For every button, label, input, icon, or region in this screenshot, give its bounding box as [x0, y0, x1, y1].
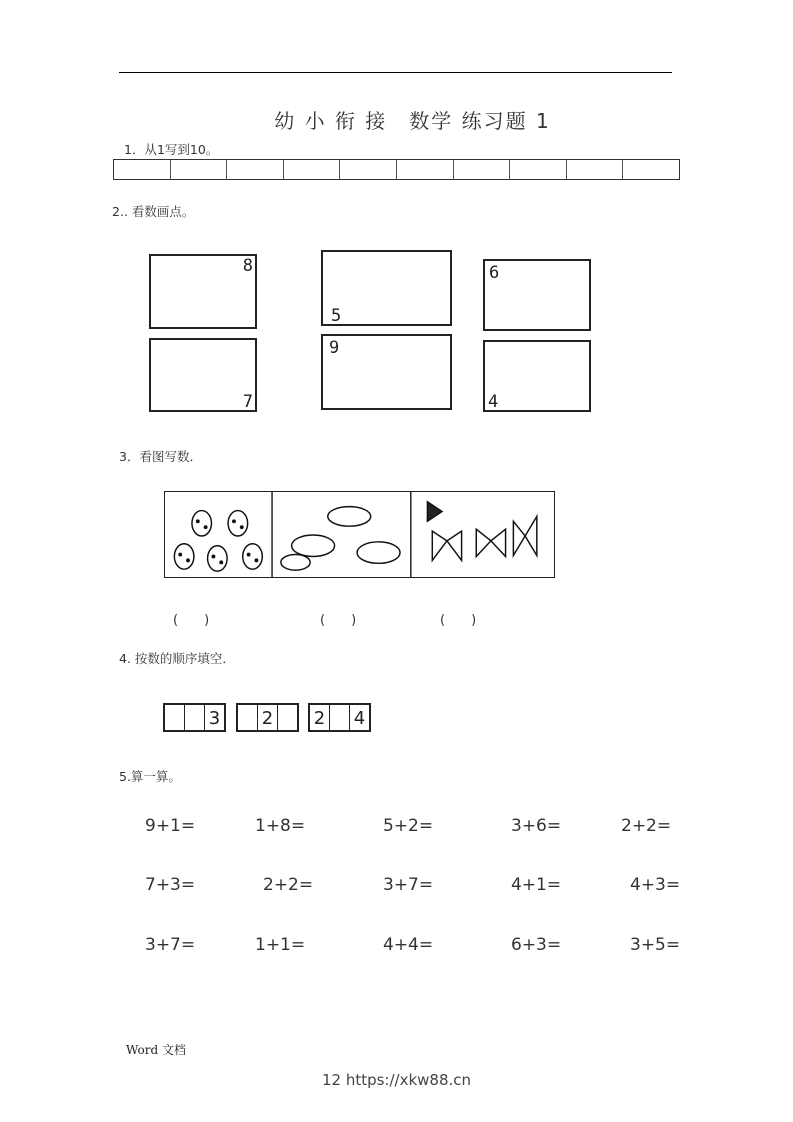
equation: 1+8=: [255, 816, 306, 836]
grid-cell[interactable]: [340, 160, 397, 179]
answer-blank[interactable]: ( ): [173, 613, 210, 628]
grid-cell[interactable]: [114, 160, 171, 179]
answer-blank[interactable]: ( ): [320, 613, 357, 628]
q3-label: 3．看图写数．: [119, 449, 202, 464]
equation: 7+3=: [145, 875, 196, 895]
box-number: 7: [242, 392, 253, 412]
equation: 6+3=: [511, 935, 562, 955]
grid-cell[interactable]: [510, 160, 567, 179]
sequence-group: [308, 703, 371, 732]
page-source: 12 https://xkw88.cn: [321, 1071, 472, 1089]
seq-cell[interactable]: [185, 705, 205, 730]
equation: 9+1=: [145, 816, 196, 836]
butterfly-illustration: [427, 502, 536, 561]
seq-cell[interactable]: [238, 705, 258, 730]
q2-label: 2.. 看数画点。: [112, 204, 195, 219]
header-rule: [119, 72, 672, 73]
box-number: 6: [489, 263, 500, 283]
counting-pictures: [164, 491, 555, 578]
equation: 5+2=: [383, 816, 434, 836]
box-number: 8: [242, 256, 253, 276]
q4-label: 4. 按数的顺序填空．: [119, 651, 235, 666]
grid-cell[interactable]: [454, 160, 511, 179]
q1-label: 1．从1写到10。: [124, 142, 219, 157]
equation: 4+4=: [383, 935, 434, 955]
dot-box[interactable]: [149, 254, 257, 329]
equation: 3+6=: [511, 816, 562, 836]
page-title: 幼 小 衔 接 数学 练习题 1: [274, 109, 551, 133]
seq-cell[interactable]: 2: [258, 705, 278, 730]
ladybug-illustration: [174, 511, 262, 572]
seq-cell[interactable]: 4: [353, 708, 366, 729]
dot-box[interactable]: [483, 259, 591, 331]
box-number: 4: [488, 392, 499, 412]
equation: 3+7=: [145, 935, 196, 955]
seq-cell[interactable]: 3: [208, 708, 221, 729]
dot-box[interactable]: [149, 338, 257, 412]
seq-cell[interactable]: [165, 705, 185, 730]
equation: 3+5=: [630, 935, 681, 955]
footer-text: Word 文档: [126, 1043, 186, 1057]
seq-cell[interactable]: [330, 705, 350, 730]
grid-cell[interactable]: [227, 160, 284, 179]
grid-cell[interactable]: [284, 160, 341, 179]
dot-box[interactable]: [321, 250, 452, 326]
equation: 1+1=: [255, 935, 306, 955]
grid-cell[interactable]: [397, 160, 454, 179]
q1-write-grid: [113, 159, 680, 180]
q5-label: 5.算一算。: [119, 769, 181, 784]
answer-blank[interactable]: ( ): [440, 613, 477, 628]
seq-cell[interactable]: 2: [310, 705, 330, 730]
grid-cell[interactable]: [171, 160, 228, 179]
equation: 4+1=: [511, 875, 562, 895]
equation: 4+3=: [630, 875, 681, 895]
equation: 2+2=: [263, 875, 314, 895]
seq-cell[interactable]: [278, 705, 297, 730]
equation: 2+2=: [621, 816, 672, 836]
dot-box[interactable]: [483, 340, 591, 412]
dot-box[interactable]: [321, 334, 452, 410]
grid-cell[interactable]: [567, 160, 624, 179]
sequence-group: [163, 703, 226, 732]
cat-illustration: [281, 507, 400, 571]
sequence-group: [236, 703, 299, 732]
box-number: 5: [331, 306, 342, 326]
equation: 3+7=: [383, 875, 434, 895]
grid-cell[interactable]: [623, 160, 679, 179]
box-number: 9: [329, 338, 340, 358]
